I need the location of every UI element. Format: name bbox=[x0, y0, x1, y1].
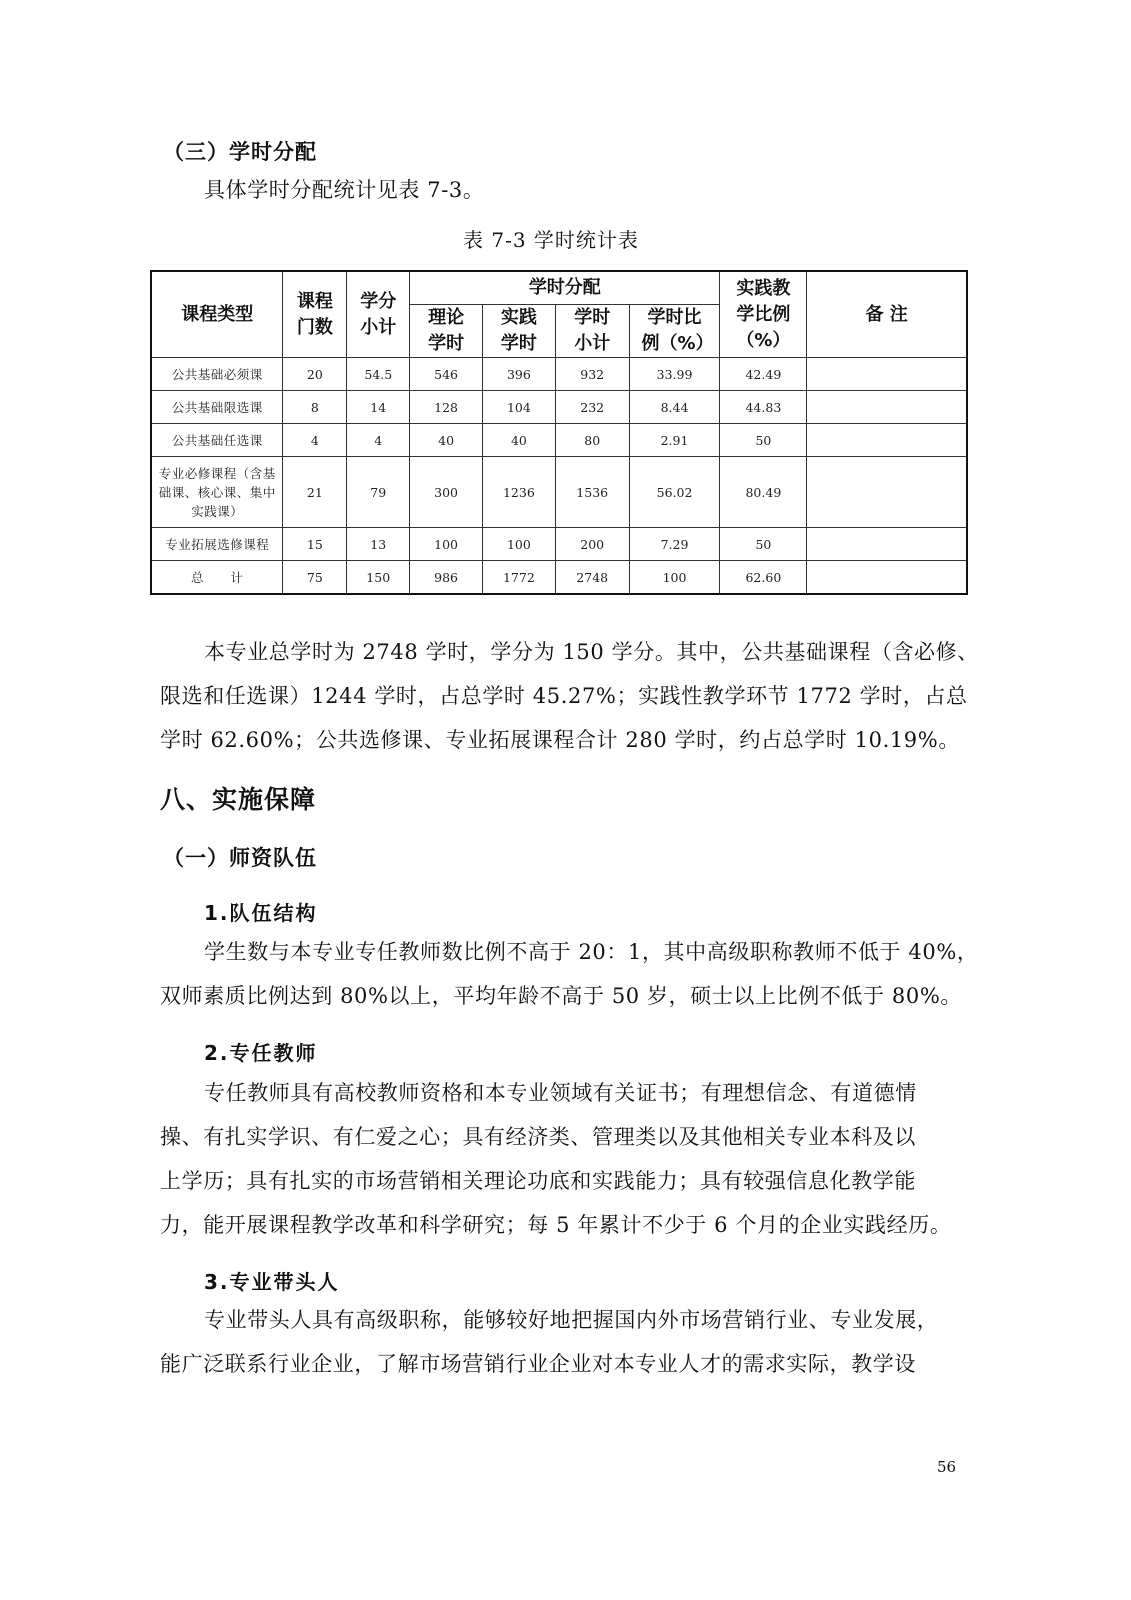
cell-course-count: 75 bbox=[283, 561, 347, 595]
header-remarks: 备 注 bbox=[807, 271, 967, 358]
cell-theory: 128 bbox=[410, 391, 483, 424]
cell-theory: 546 bbox=[410, 358, 483, 391]
cell-course-count: 8 bbox=[283, 391, 347, 424]
header-hours-subtotal: 学时小计 bbox=[555, 305, 629, 358]
cell-subtotal: 200 bbox=[555, 528, 629, 561]
cell-remark bbox=[807, 457, 967, 528]
cell-remark bbox=[807, 528, 967, 561]
cell-credit: 4 bbox=[347, 424, 410, 457]
chapter-heading: 八、实施保障 bbox=[160, 785, 317, 814]
cell-practice: 1236 bbox=[482, 457, 555, 528]
cell-practice: 104 bbox=[482, 391, 555, 424]
hours-statistics-table bbox=[150, 270, 968, 595]
cell-theory: 100 bbox=[410, 528, 483, 561]
item-heading: 1.队伍结构 bbox=[204, 901, 318, 925]
header-hours-group: 学时分配 bbox=[410, 271, 720, 305]
cell-ratio: 8.44 bbox=[629, 391, 720, 424]
item-paragraph: 专任教师具有高校教师资格和本专业领域有关证书；有理想信念、有道德情 操、有扎实学识、有仁爱之心；具有经济类、管理类以及其他相关专业本科及以 上学历；具有扎实的市场营销相关理论功底和实践能力；具有较强信息化教学能 力，能开展课程教学改革和科学研究；每 5 年累计不少于 6 个月的企业实践经历。 bbox=[160, 1081, 952, 1237]
cell-remark bbox=[807, 561, 967, 595]
cell-subtotal: 1536 bbox=[555, 457, 629, 528]
header-hours-ratio: 学时比例（%） bbox=[629, 305, 720, 358]
cell-practice: 1772 bbox=[482, 561, 555, 595]
cell-practice-ratio: 50 bbox=[720, 528, 807, 561]
cell-course-type: 总 计 bbox=[151, 561, 283, 595]
table-row bbox=[151, 424, 967, 457]
cell-remark bbox=[807, 358, 967, 391]
cell-practice-ratio: 62.60 bbox=[720, 561, 807, 595]
cell-course-count: 4 bbox=[283, 424, 347, 457]
table-caption: 表 7-3 学时统计表 bbox=[463, 228, 639, 252]
cell-ratio: 100 bbox=[629, 561, 720, 595]
cell-ratio: 7.29 bbox=[629, 528, 720, 561]
cell-credit: 150 bbox=[347, 561, 410, 595]
cell-course-type: 专业拓展选修课程 bbox=[151, 528, 283, 561]
cell-theory: 986 bbox=[410, 561, 483, 595]
cell-course-count: 21 bbox=[283, 457, 347, 528]
header-credit-subtotal: 学分小计 bbox=[347, 271, 410, 358]
cell-subtotal: 932 bbox=[555, 358, 629, 391]
cell-course-type: 公共基础必须课 bbox=[151, 358, 283, 391]
table-total-row bbox=[151, 561, 967, 595]
cell-theory: 300 bbox=[410, 457, 483, 528]
cell-practice-ratio: 42.49 bbox=[720, 358, 807, 391]
page-number: 56 bbox=[937, 1458, 957, 1476]
item-paragraph: 专业带头人具有高级职称，能够较好地把握国内外市场营销行业、专业发展， 能广泛联系行业企业，了解市场营销行业企业对本专业人才的需求实际，教学设 bbox=[160, 1308, 939, 1376]
item-heading: 3.专业带头人 bbox=[204, 1270, 340, 1294]
cell-ratio: 2.91 bbox=[629, 424, 720, 457]
cell-subtotal: 80 bbox=[555, 424, 629, 457]
cell-subtotal: 232 bbox=[555, 391, 629, 424]
cell-remark bbox=[807, 391, 967, 424]
cell-ratio: 33.99 bbox=[629, 358, 720, 391]
cell-course-count: 15 bbox=[283, 528, 347, 561]
intro-paragraph: 具体学时分配统计见表 7-3。 bbox=[204, 178, 485, 202]
cell-subtotal: 2748 bbox=[555, 561, 629, 595]
cell-credit: 54.5 bbox=[347, 358, 410, 391]
cell-practice: 100 bbox=[482, 528, 555, 561]
table-row bbox=[151, 391, 967, 424]
table-row bbox=[151, 528, 967, 561]
item-heading: 2.专任教师 bbox=[204, 1041, 318, 1065]
cell-credit: 13 bbox=[347, 528, 410, 561]
cell-course-type: 公共基础任选课 bbox=[151, 424, 283, 457]
cell-course-type: 公共基础限选课 bbox=[151, 391, 283, 424]
subsection-heading: （一）师资队伍 bbox=[163, 846, 317, 870]
table-row bbox=[151, 457, 967, 528]
cell-course-type: 专业必修课程（含基础课、核心课、集中实践课） bbox=[151, 457, 283, 528]
section-heading: （三）学时分配 bbox=[163, 140, 317, 164]
header-theory-hours: 理论学时 bbox=[410, 305, 483, 358]
cell-credit: 79 bbox=[347, 457, 410, 528]
cell-credit: 14 bbox=[347, 391, 410, 424]
header-course-count: 课程门数 bbox=[283, 271, 347, 358]
cell-remark bbox=[807, 424, 967, 457]
cell-practice-ratio: 80.49 bbox=[720, 457, 807, 528]
cell-practice-ratio: 44.83 bbox=[720, 391, 807, 424]
table-row bbox=[151, 358, 967, 391]
cell-practice: 40 bbox=[482, 424, 555, 457]
cell-theory: 40 bbox=[410, 424, 483, 457]
header-course-type: 课程类型 bbox=[151, 271, 283, 358]
cell-course-count: 20 bbox=[283, 358, 347, 391]
item-paragraph: 学生数与本专业专任教师数比例不高于 20：1，其中高级职称教师不低于 40%， 双师素质比例达到 80%以上，平均年龄不高于 50 岁，硕士以上比例不低于 80%。 bbox=[160, 940, 979, 1008]
cell-practice-ratio: 50 bbox=[720, 424, 807, 457]
cell-practice: 396 bbox=[482, 358, 555, 391]
cell-ratio: 56.02 bbox=[629, 457, 720, 528]
header-practice-hours: 实践学时 bbox=[482, 305, 555, 358]
summary-paragraph: 本专业总学时为 2748 学时，学分为 150 学分。其中，公共基础课程（含必修、 限选和任选课）1244 学时，占总学时 45.27%；实践性教学环节 1772 学时，占总 学时 62.60%；公共选修课、专业拓展课程合计 280 学时，约占总学时 10.19%。 bbox=[160, 640, 979, 752]
header-practice-ratio: 实践教学比例（%） bbox=[720, 271, 807, 358]
